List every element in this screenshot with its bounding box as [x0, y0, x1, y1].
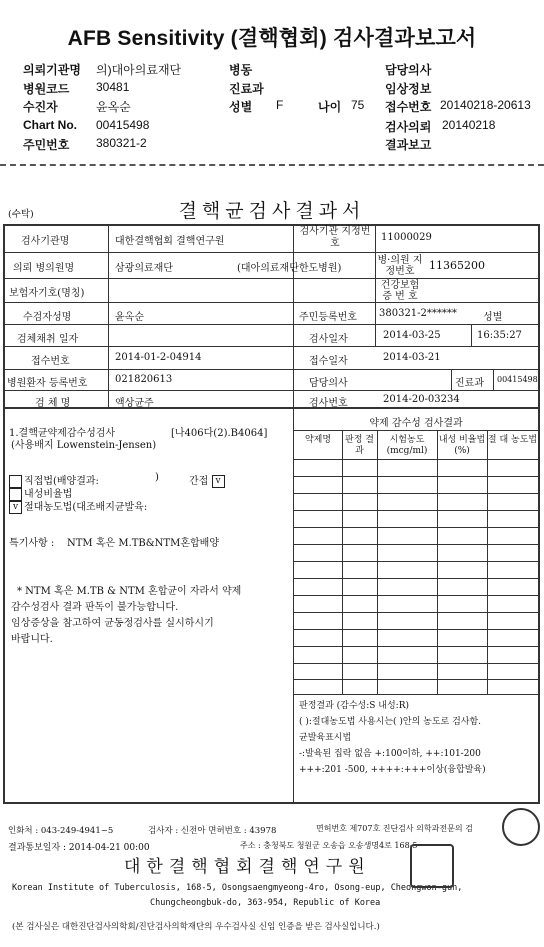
col-line [493, 369, 494, 390]
report-dept-value: 00415498 [497, 375, 538, 384]
req-date-label: 검사의뢰 [385, 120, 432, 134]
sex-label: 성별 [229, 100, 253, 114]
notify-date: 결과통보일자 : 2014-04-21 00:00 [8, 843, 150, 853]
sex-value: F [276, 98, 284, 112]
note-line-2: 감수성검사 결과 판독이 불가능합니다. [11, 602, 179, 613]
recv-no-label: 접수번호 [31, 356, 70, 367]
table-border-left [3, 224, 5, 804]
special-value: NTM 혹은 M.TB&NTM혼합배양 [67, 538, 219, 549]
spec-value: 액상균주 [115, 398, 154, 409]
inst-no-label: 검사기관 지정번호 [299, 226, 371, 249]
eng-address-2: Chungcheongbuk-do, 363-954, Republic of Korea [150, 898, 381, 908]
drug-row-line [293, 663, 539, 664]
row-line [3, 278, 540, 279]
indirect-method [189, 472, 227, 488]
name-label: 수검자성명 [23, 312, 72, 323]
drug-row-line [293, 646, 539, 647]
row-line [3, 369, 540, 370]
indirect-checkbox: v [212, 475, 225, 488]
drug-col-header: 시험농도 (mcg/ml) [386, 435, 428, 456]
col-line [293, 224, 294, 408]
drug-col-header: 판정 결과 [345, 435, 374, 456]
chart-label: Chart No. [23, 118, 77, 132]
row-line [3, 252, 540, 253]
pt-no-label: 병원환자 등록번호 [7, 378, 88, 389]
corner-label: (수탁) [8, 209, 34, 220]
direct-close: ) [155, 472, 159, 483]
test-medium: (사용배지 Lowenstein-Jensen) [11, 440, 157, 451]
patient-label: 수진자 [23, 100, 58, 114]
hosp-value: 삼광의료재단 [115, 263, 173, 274]
rrn-value: 380321-2 [96, 136, 147, 150]
legend-line-2: ( ):절대농도법 사용시는( )안의 농도로 검사함. [299, 717, 482, 727]
legend-line-5: +++:201 -500, ++++:+++이상(융합발육) [299, 765, 486, 775]
report-header-title: AFB Sensitivity (결핵협회) 검사결과보고서 [67, 27, 477, 50]
health-no-label: 건강보험 증 번 호 [380, 280, 420, 302]
row-line [3, 390, 540, 391]
drug-col-header: 내성 비율법(%) [438, 435, 486, 456]
drug-col-line [342, 430, 343, 694]
hosp-code-value: 30481 [96, 80, 130, 94]
abs-conc-note: (대조배지균발육: [72, 502, 148, 513]
dept-label: 진료과 [229, 82, 264, 96]
drug-row-line [293, 561, 539, 562]
report-title: 결핵균검사결과서 [178, 200, 366, 222]
legend-line-3: 균발육표시법 [299, 733, 352, 743]
inquiry-info: 인화처 : 043-249-4941~5 [8, 826, 114, 836]
insured-label: 보험자기호(명칭) [9, 288, 85, 299]
req-org-label: 의뢰기관명 [23, 63, 81, 77]
address-info: 주소 : 충청북도 청원군 오송읍 오송생명4로 168-5 [240, 841, 418, 850]
ward-label: 병동 [229, 63, 253, 77]
doctor-label: 담당의사 [385, 63, 432, 77]
test-item: 1.결핵균약제감수성검사 [9, 428, 116, 439]
org-name: 대한결핵협회결핵연구원 [124, 857, 371, 877]
certification-note: (본 검사실은 대한진단검사의학회/진단검사의학재단의 우수검사실 신임 인증을 받은 검사실입니다.) [12, 922, 380, 932]
abs-conc-checkbox: v [9, 501, 22, 514]
result-label: 결과보고 [385, 138, 432, 152]
inst-value: 대한결핵협회 결핵연구원 [115, 236, 225, 247]
receipt-label: 접수번호 [385, 100, 432, 114]
receipt-value: 20140218-20613 [440, 98, 531, 112]
note-line-1: * NTM 혹은 M.TB & NTM 혼합균이 자라서 약제 [17, 586, 242, 597]
drug-row-line [293, 612, 539, 613]
hosp-no-label: 병·의원 지정번호 [377, 255, 423, 277]
drug-col-header: 절 대 농도법 [487, 435, 538, 445]
drug-table-title: 약제 감수성 검사결과 [369, 418, 463, 429]
drug-row-line [293, 510, 539, 511]
recv-date-value: 2014-03-21 [383, 352, 441, 363]
inst-label: 검사기관명 [21, 236, 70, 247]
note-line-3: 임상증상을 참고하여 균동정검사를 실시하시기 [11, 618, 214, 629]
col-line [451, 369, 452, 390]
hosp-label: 의뢰 병의원명 [13, 263, 75, 274]
spec-label: 검 체 명 [35, 398, 71, 409]
test-date-label: 검사일자 [309, 334, 348, 345]
direct-label: 직접법(배양결과: [24, 476, 99, 487]
rrn-value: 380321-2****** [379, 308, 457, 319]
table-border-right [538, 224, 540, 804]
eng-address-1: Korean Institute of Tuberculosis, 168-5, Osongsaengmyeong-4ro, Osong-eup, Cheongwon-gun, [12, 883, 463, 893]
col-line [293, 408, 294, 802]
legend-line-4: -:발육된 집락 없음 +:100이하, ++:101-200 [299, 749, 481, 759]
test-time-value: 16:35:27 [477, 330, 522, 341]
chart-value: 00415498 [96, 118, 150, 132]
drug-col-line [377, 430, 378, 694]
age-value: 75 [351, 98, 365, 112]
report-dept-label: 진료과 [455, 378, 484, 389]
patient-value: 윤옥순 [96, 100, 131, 114]
req-org-value: 의)대아의료재단 [96, 63, 182, 77]
tester-info: 검사자 : 신전아 면허번호 : 43978 [148, 826, 277, 836]
indirect-label: 간접 [189, 476, 209, 487]
official-seal-stamp [502, 808, 540, 846]
pt-no-value: 021820613 [115, 374, 173, 385]
resist-ratio-label: 내성비율법 [24, 489, 73, 500]
row-line [3, 346, 540, 347]
drug-col-line [487, 430, 488, 694]
drug-table-line [293, 430, 539, 431]
license-info: 면허번호 제707호 진단검사 의학과전문의 검 [316, 824, 473, 833]
age-label: 나이 [318, 100, 342, 114]
drug-row-line [293, 679, 539, 680]
row-line [3, 302, 540, 303]
drug-row-line [293, 595, 539, 596]
test-code: [나406다(2).B4064] [171, 428, 268, 439]
director-seal-stamp [410, 844, 454, 888]
abs-conc-label: 절대농도법 [24, 502, 73, 513]
drug-col-line [437, 430, 438, 694]
legend-line-1: 판정결과 (감수성:S 내성:R) [299, 701, 409, 711]
row-line [3, 407, 540, 409]
report-doctor-label: 담당의사 [309, 378, 348, 389]
drug-row-line [293, 493, 539, 494]
drug-col-header: 약제명 [304, 435, 332, 445]
test-no-label: 검사번호 [309, 398, 348, 409]
drug-row-line [293, 459, 539, 460]
rrn-label: 주민번호 [23, 138, 70, 152]
drug-row-line [293, 544, 539, 545]
inst-no-value: 11000029 [381, 232, 432, 243]
rrn-label: 주민등록번호 [299, 312, 357, 323]
collect-label: 검체채취 일자 [17, 334, 79, 345]
legend-top-line [293, 694, 539, 695]
hosp-note: (대아의료재단한도병원) [237, 263, 342, 274]
special-label: 특기사항 : [9, 538, 55, 549]
abs-conc-method [9, 498, 147, 514]
report-table [3, 224, 540, 804]
test-date-value: 2014-03-25 [383, 330, 441, 341]
table-border-bottom [3, 802, 540, 804]
recv-no-value: 2014-01-2-04914 [115, 352, 202, 363]
report-sex-label: 성별 [483, 312, 503, 323]
name-value: 윤옥순 [115, 312, 144, 323]
hosp-no-value: 11365200 [429, 259, 485, 272]
test-no-value: 2014-20-03234 [383, 394, 460, 405]
col-line [471, 324, 472, 346]
drug-row-line [293, 527, 539, 528]
drug-row-line [293, 629, 539, 630]
clinical-label: 임상정보 [385, 82, 432, 96]
drug-row-line [293, 578, 539, 579]
dashed-separator [0, 164, 544, 166]
recv-date-label: 접수일자 [309, 356, 348, 367]
drug-row-line [293, 476, 539, 477]
note-line-4: 바랍니다. [11, 634, 53, 645]
row-line [3, 324, 540, 325]
hosp-code-label: 병원코드 [23, 82, 70, 96]
scanned-report [0, 176, 544, 946]
col-line [108, 224, 109, 408]
table-border-top [3, 224, 540, 226]
req-date-value: 20140218 [442, 118, 496, 132]
